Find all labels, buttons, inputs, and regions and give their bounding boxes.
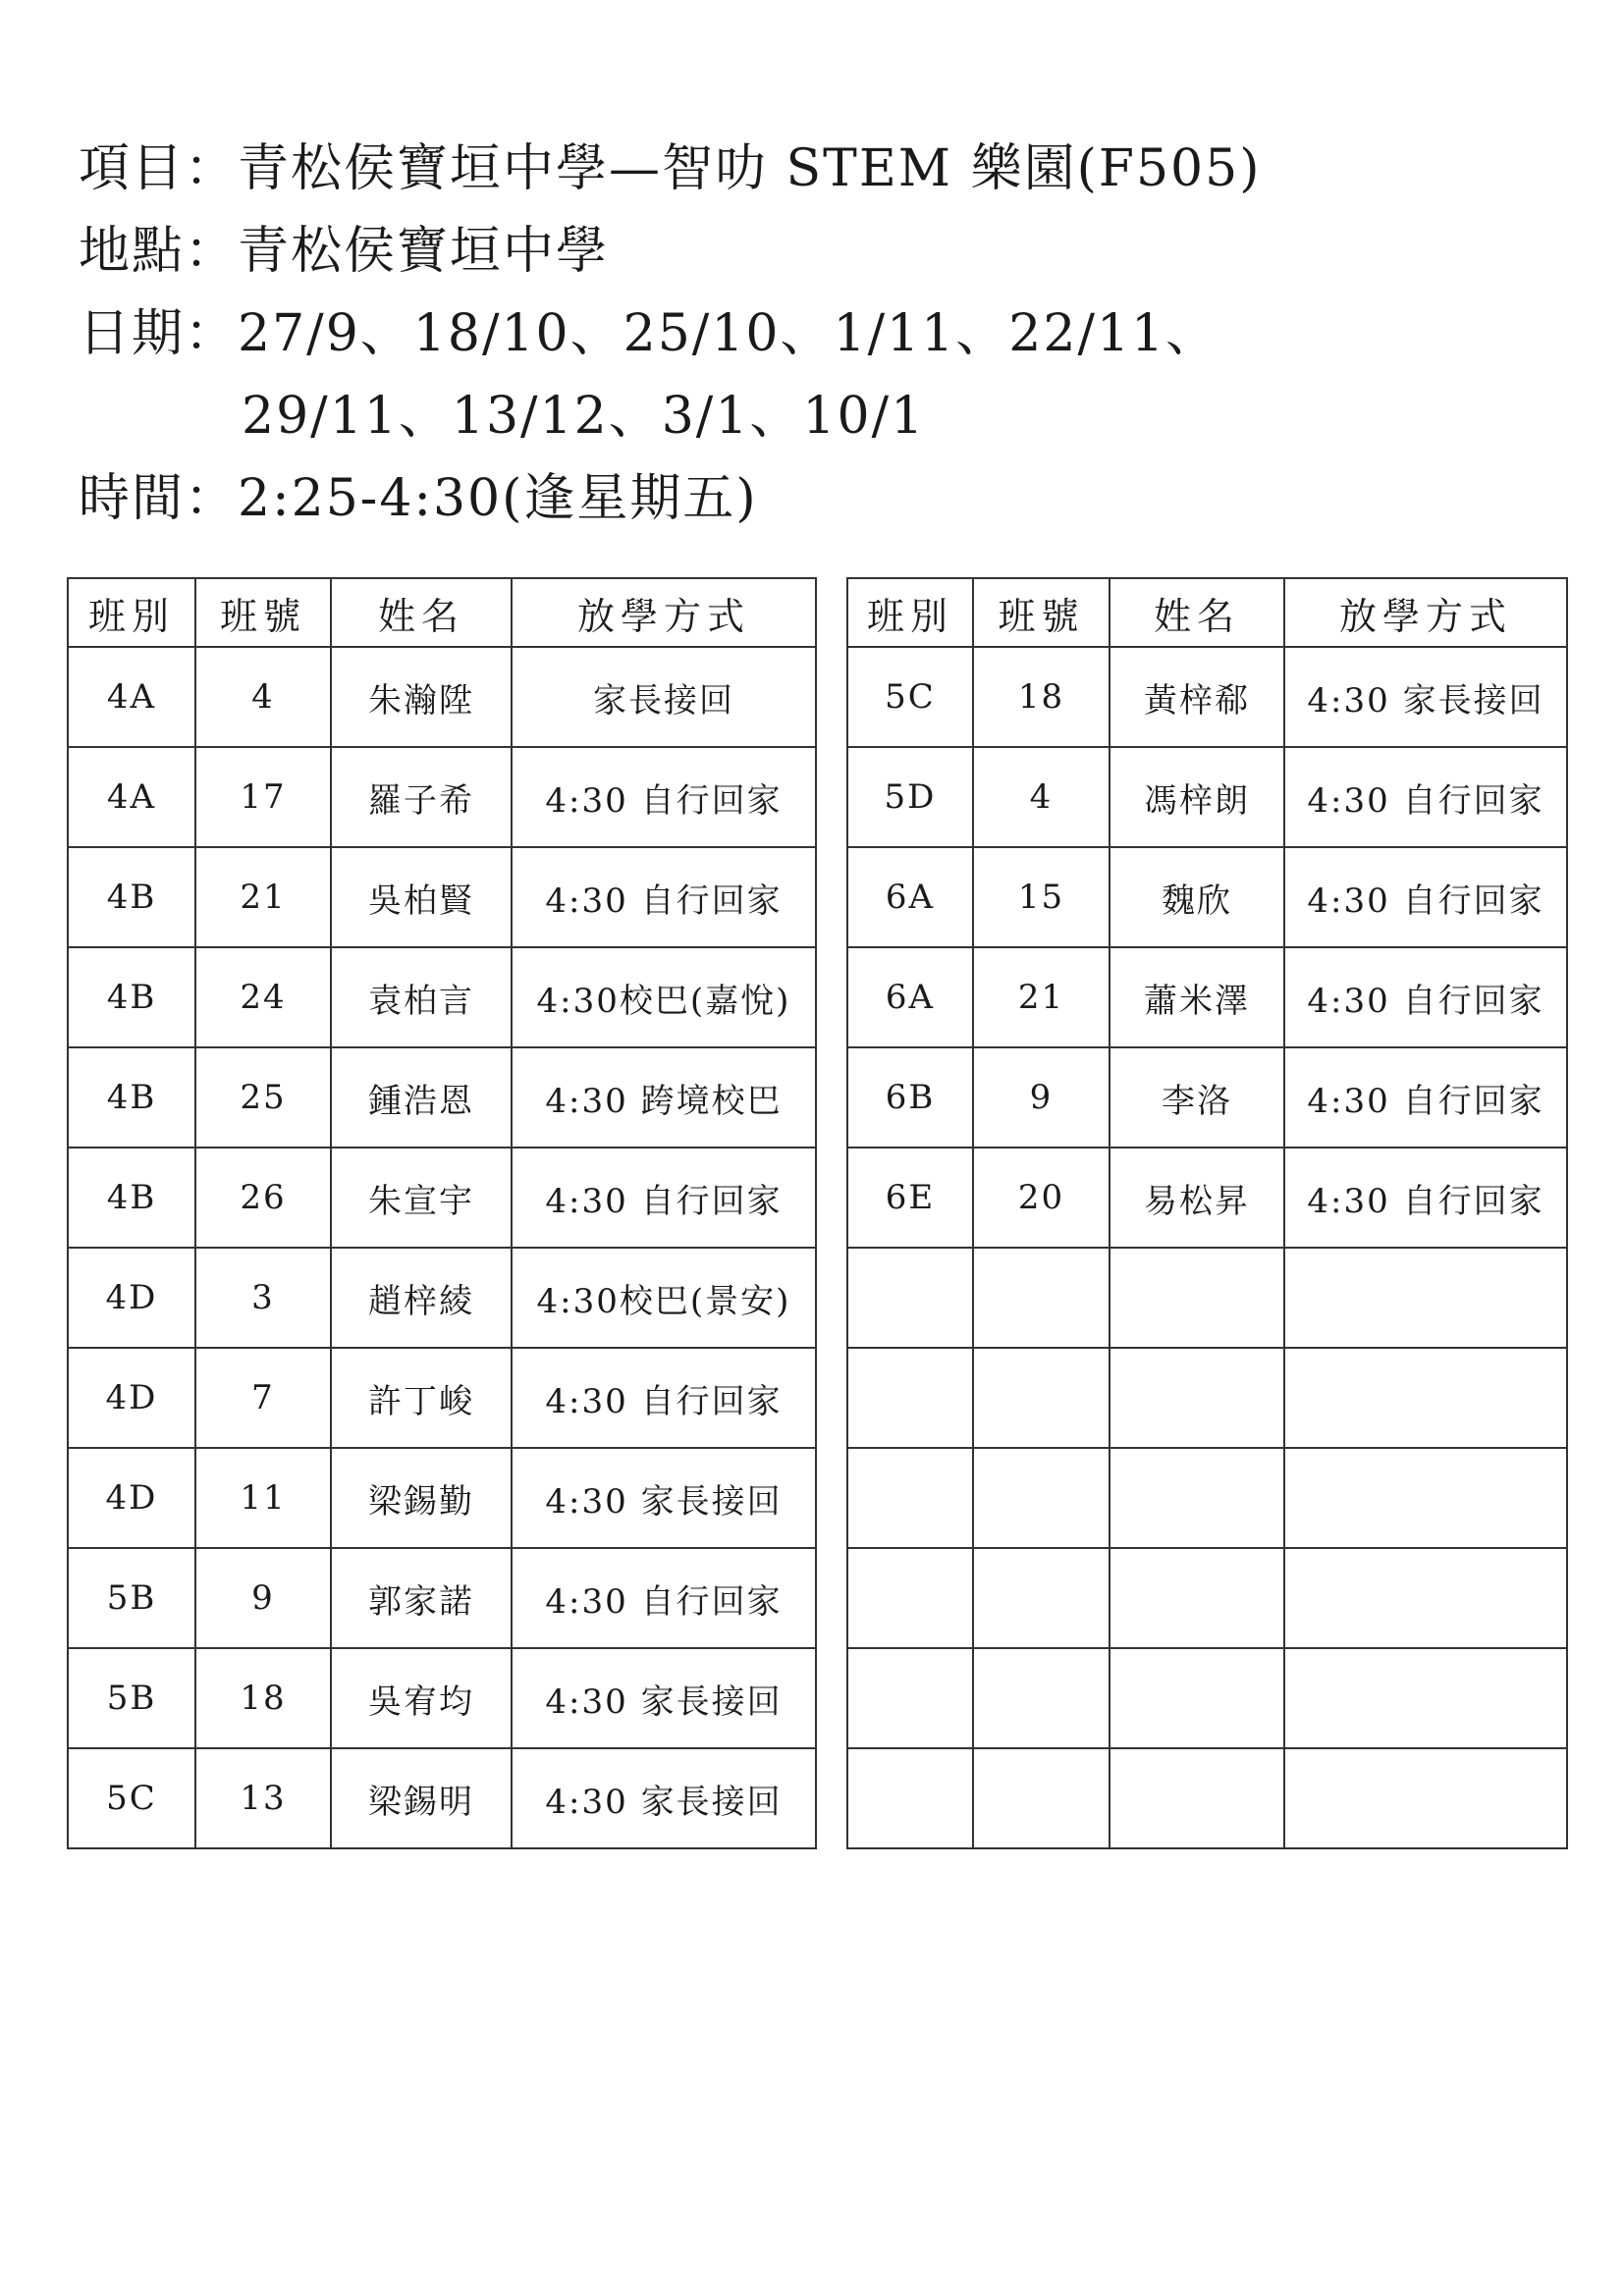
dismissal-cell: 4:30 自行回家 <box>512 747 816 847</box>
table-row <box>68 1148 816 1248</box>
table-row <box>847 947 1567 1047</box>
name-cell: 羅子希 <box>331 747 512 847</box>
name-cell <box>1110 1248 1284 1348</box>
header-class: 班別 <box>847 578 973 647</box>
name-cell: 郭家諾 <box>331 1548 512 1648</box>
class-cell: 4B <box>68 847 195 947</box>
table-row <box>68 1648 816 1748</box>
name-cell <box>1110 1448 1284 1548</box>
number-cell: 13 <box>195 1748 331 1848</box>
number-cell: 17 <box>195 747 331 847</box>
number-cell <box>973 1748 1110 1848</box>
location-label: 地點： <box>79 222 239 281</box>
class-cell <box>847 1348 973 1448</box>
table-row <box>68 947 816 1047</box>
table-row <box>847 1248 1567 1348</box>
name-cell: 李洛 <box>1110 1047 1284 1148</box>
header-class: 班別 <box>68 578 195 647</box>
dismissal-cell <box>1284 1648 1567 1748</box>
table-row <box>847 647 1567 747</box>
table-row <box>68 747 816 847</box>
table-row <box>68 1448 816 1548</box>
date-value-line1: 27/9、18/10、25/10、1/11、22/11、 <box>238 304 1219 363</box>
class-cell: 6E <box>847 1148 973 1248</box>
date-row <box>79 293 1551 375</box>
dismissal-cell: 4:30 自行回家 <box>1284 947 1567 1047</box>
number-cell <box>973 1548 1110 1648</box>
number-cell: 15 <box>973 847 1110 947</box>
number-cell: 20 <box>973 1148 1110 1248</box>
number-cell <box>973 1448 1110 1548</box>
table-row <box>847 1047 1567 1148</box>
table-row <box>847 1548 1567 1648</box>
name-cell: 朱瀚陞 <box>331 647 512 747</box>
table-row <box>847 1148 1567 1248</box>
dismissal-cell: 4:30 自行回家 <box>512 1148 816 1248</box>
number-cell <box>973 1348 1110 1448</box>
dismissal-cell: 4:30 自行回家 <box>512 1548 816 1648</box>
dismissal-cell <box>1284 1248 1567 1348</box>
name-cell: 梁錫明 <box>331 1748 512 1848</box>
name-cell: 馮梓朗 <box>1110 747 1284 847</box>
class-cell: 5B <box>68 1648 195 1748</box>
name-cell: 袁柏言 <box>331 947 512 1047</box>
number-cell: 7 <box>195 1348 331 1448</box>
table-row <box>68 647 816 747</box>
number-cell: 18 <box>973 647 1110 747</box>
name-cell: 蕭米澤 <box>1110 947 1284 1047</box>
project-label: 項目： <box>79 139 239 198</box>
header-dismissal: 放學方式 <box>1284 578 1567 647</box>
table-row <box>847 1348 1567 1448</box>
table-row <box>847 847 1567 947</box>
dismissal-cell <box>1284 1548 1567 1648</box>
dismissal-cell: 4:30 家長接回 <box>512 1648 816 1748</box>
header-dismissal: 放學方式 <box>512 578 816 647</box>
number-cell <box>973 1248 1110 1348</box>
dismissal-cell: 4:30 跨境校巴 <box>512 1047 816 1148</box>
name-cell: 鍾浩恩 <box>331 1047 512 1148</box>
table-row <box>68 1248 816 1348</box>
dismissal-cell <box>1284 1348 1567 1448</box>
date-value-line2: 29/11、13/12、3/1、10/1 <box>242 387 926 446</box>
name-cell: 吳宥均 <box>331 1648 512 1748</box>
dismissal-cell <box>1284 1448 1567 1548</box>
number-cell: 4 <box>195 647 331 747</box>
number-cell: 18 <box>195 1648 331 1748</box>
dismissal-cell: 4:30 自行回家 <box>1284 1148 1567 1248</box>
name-cell: 朱宣宇 <box>331 1148 512 1248</box>
table-row <box>68 1748 816 1848</box>
name-cell: 易松昇 <box>1110 1148 1284 1248</box>
dismissal-cell: 4:30校巴(嘉悅) <box>512 947 816 1047</box>
class-cell: 5C <box>68 1748 195 1848</box>
number-cell: 9 <box>195 1548 331 1648</box>
table-header-row <box>68 578 816 647</box>
class-cell: 5D <box>847 747 973 847</box>
table-row <box>847 1748 1567 1848</box>
name-cell: 吳柏賢 <box>331 847 512 947</box>
name-cell: 魏欣 <box>1110 847 1284 947</box>
roster-table-left <box>67 577 817 1849</box>
header-number: 班號 <box>973 578 1110 647</box>
table-row <box>68 847 816 947</box>
dismissal-cell: 4:30 自行回家 <box>1284 747 1567 847</box>
dismissal-cell: 4:30 自行回家 <box>512 847 816 947</box>
class-cell: 6A <box>847 847 973 947</box>
dismissal-cell: 4:30 家長接回 <box>512 1448 816 1548</box>
class-cell: 4B <box>68 1047 195 1148</box>
table-row <box>68 1348 816 1448</box>
date-label: 日期： <box>79 304 239 363</box>
project-row <box>79 128 1551 210</box>
class-cell <box>847 1648 973 1748</box>
number-cell: 26 <box>195 1148 331 1248</box>
class-cell <box>847 1248 973 1348</box>
header-name: 姓名 <box>1110 578 1284 647</box>
dismissal-cell: 4:30 自行回家 <box>1284 847 1567 947</box>
class-cell: 4D <box>68 1248 195 1348</box>
roster-table-right <box>846 577 1568 1849</box>
location-value: 青松侯寶垣中學 <box>238 222 610 281</box>
info-block <box>79 128 1551 540</box>
name-cell <box>1110 1548 1284 1648</box>
dismissal-cell: 4:30 家長接回 <box>512 1748 816 1848</box>
number-cell: 11 <box>195 1448 331 1548</box>
table-row <box>68 1047 816 1148</box>
location-row <box>79 210 1551 293</box>
number-cell: 3 <box>195 1248 331 1348</box>
number-cell: 9 <box>973 1047 1110 1148</box>
dismissal-cell: 4:30 自行回家 <box>512 1348 816 1448</box>
name-cell <box>1110 1348 1284 1448</box>
class-cell: 4A <box>68 647 195 747</box>
dismissal-cell: 家長接回 <box>512 647 816 747</box>
time-value: 2:25-4:30(逢星期五) <box>238 469 758 528</box>
name-cell: 趙梓綾 <box>331 1248 512 1348</box>
name-cell <box>1110 1648 1284 1748</box>
dismissal-cell: 4:30 家長接回 <box>1284 647 1567 747</box>
class-cell <box>847 1448 973 1548</box>
class-cell: 4B <box>68 1148 195 1248</box>
class-cell: 4B <box>68 947 195 1047</box>
class-cell: 4A <box>68 747 195 847</box>
header-number: 班號 <box>195 578 331 647</box>
class-cell <box>847 1548 973 1648</box>
number-cell: 24 <box>195 947 331 1047</box>
class-cell <box>847 1748 973 1848</box>
name-cell: 黃梓郗 <box>1110 647 1284 747</box>
time-row <box>79 457 1551 540</box>
table-row <box>847 1448 1567 1548</box>
class-cell: 5C <box>847 647 973 747</box>
time-label: 時間： <box>79 469 239 528</box>
date-row-continued <box>79 375 1551 457</box>
table-row <box>68 1548 816 1648</box>
number-cell <box>973 1648 1110 1748</box>
class-cell: 6B <box>847 1047 973 1148</box>
number-cell: 4 <box>973 747 1110 847</box>
number-cell: 21 <box>195 847 331 947</box>
number-cell: 25 <box>195 1047 331 1148</box>
table-row <box>847 1648 1567 1748</box>
table-row <box>847 747 1567 847</box>
dismissal-cell: 4:30校巴(景安) <box>512 1248 816 1348</box>
name-cell <box>1110 1748 1284 1848</box>
number-cell: 21 <box>973 947 1110 1047</box>
class-cell: 4D <box>68 1348 195 1448</box>
class-cell: 5B <box>68 1548 195 1648</box>
name-cell: 梁錫勤 <box>331 1448 512 1548</box>
table-header-row <box>847 578 1567 647</box>
project-value: 青松侯寶垣中學—智叻 STEM 樂園(F505) <box>238 139 1262 198</box>
header-name: 姓名 <box>331 578 512 647</box>
dismissal-cell: 4:30 自行回家 <box>1284 1047 1567 1148</box>
dismissal-cell <box>1284 1748 1567 1848</box>
class-cell: 6A <box>847 947 973 1047</box>
name-cell: 許丁峻 <box>331 1348 512 1448</box>
class-cell: 4D <box>68 1448 195 1548</box>
